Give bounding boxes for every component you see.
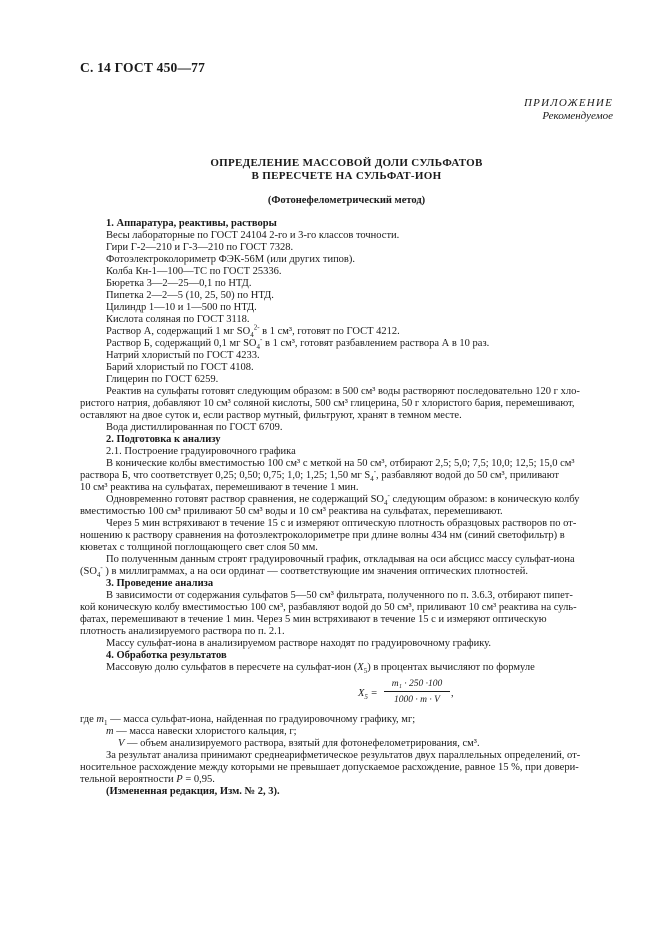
paragraph-line: кюветах с толщиной поглощающего свет слоя 50 мм. bbox=[80, 542, 318, 553]
paragraph-line: Через 5 мин встряхивают в течение 15 с и измеряют оптическую плотность образцовых растворов по от- bbox=[106, 518, 577, 529]
paragraph-line: 10 см³ реактива на сульфатах, перемешивают в течение 1 мин. bbox=[80, 482, 359, 493]
amendment-note: (Измененная редакция, Изм. № 2, 3). bbox=[106, 786, 280, 797]
paragraph-line: фатах, перемешивают в течение 1 мин. Через 5 мин встряхивают в течение 15 с и измеряют оптическую bbox=[80, 614, 547, 625]
appendix-note: Рекомендуемое bbox=[542, 110, 613, 122]
list-item: Пипетка 2—2—5 (10, 25, 50) по НТД. bbox=[106, 290, 274, 301]
paragraph-line: тельной вероятности P = 0,95. bbox=[80, 774, 215, 785]
list-item: Бюретка 3—2—25—0,1 по НТД. bbox=[106, 278, 252, 289]
paragraph-line: носительное расхождение между которыми не превышает допускаемое расхождение, равное 15 %, при довери- bbox=[80, 762, 579, 773]
formula-denominator: 1000 · m · V bbox=[394, 695, 440, 705]
paragraph-line: В зависимости от содержания сульфатов 5—50 см³ фильтрата, полученного по п. 3.6.3, отбирают пипет- bbox=[106, 590, 573, 601]
formula-comma: , bbox=[451, 688, 454, 699]
formula-numerator: m₁ · 250 ·100 bbox=[384, 678, 450, 692]
list-item: Глицерин по ГОСТ 6259. bbox=[106, 374, 219, 385]
list-item: Кислота соляная по ГОСТ 3118. bbox=[106, 314, 250, 325]
list-item: Гири Г-2—210 и Г-3—210 по ГОСТ 7328. bbox=[106, 242, 294, 253]
paragraph-line: вместимостью 100 см³ приливают 50 см³ воды и 10 см³ реактива на сульфатах, перемешивают. bbox=[80, 506, 503, 517]
paragraph-line: плотность анализируемого раствора по п. 2.1. bbox=[80, 626, 285, 637]
paragraph-line: Массовую долю сульфатов в пересчете на сульфат-ион $(X_5)$ в процентах вычисляют по формуле bbox=[106, 662, 535, 676]
where-line: m — масса навески хлористого кальция, г; bbox=[106, 726, 297, 737]
list-item: Натрий хлористый по ГОСТ 4233. bbox=[106, 350, 260, 361]
paragraph-line: Одновременно готовят раствор сравнения, не содержащий $SO_4^-$ следующим образом: в коническую колбу bbox=[106, 491, 580, 508]
paragraph-line: В конические колбы вместимостью 100 см³ с меткой на 50 см³, отбирают 2,5; 5,0; 7,5; 10,0; 12,5; 15,0 см³ bbox=[106, 458, 575, 469]
reagent-line-1: Реактив на сульфаты готовят следующим образом: в 500 см³ воды растворяют последовательно 120 г хло- bbox=[106, 386, 580, 397]
paragraph-line: ношению к раствору сравнения на фотоэлектроколориметре при длине волны 434 нм (синий светофильтр) в bbox=[80, 530, 565, 541]
paragraph-line: ($SO_4^-$ ) в миллиграммах, а на оси ординат — соответствующие им значения оптических плотностей. bbox=[80, 563, 529, 580]
title-line-2: В ПЕРЕСЧЕТЕ НА СУЛЬФАТ-ИОН bbox=[251, 170, 442, 182]
reagent-line-3: оставляют на двое суток и, если раствор мутный, фильтруют, хранят в темном месте. bbox=[80, 410, 462, 421]
section-2-heading: 2. Подготовка к анализу bbox=[106, 434, 221, 445]
solution-a: Раствор А, содержащий 1 мг $SO_4^{2-}$ в 1 см³, готовят по ГОСТ 4212. bbox=[106, 323, 400, 340]
where-line: V — объем анализируемого раствора, взятый для фотонефелометрирования, см³. bbox=[118, 738, 480, 749]
list-item: Барий хлористый по ГОСТ 4108. bbox=[106, 362, 254, 373]
list-item: Цилиндр 1—10 и 1—500 по НТД. bbox=[106, 302, 257, 313]
paragraph-line: По полученным данным строят градуировочный график, откладывая на оси абсцисс массу сульфат-иона bbox=[106, 554, 575, 565]
section-3-heading: 3. Проведение анализа bbox=[106, 578, 214, 589]
where-line: где $m_1$ — масса сульфат-иона, найденная по градуировочному графику, мг; bbox=[80, 714, 416, 728]
appendix-block bbox=[524, 97, 613, 123]
paragraph-line: За результат анализа принимают среднеарифметическое результатов двух параллельных определений, от- bbox=[106, 750, 581, 761]
solution-b: Раствор Б, содержащий 0,1 мг $SO_4^-$ в 1 см³, готовят разбавлением раствора А в 10 раз. bbox=[106, 335, 490, 352]
formula-lhs: $X_5$ = bbox=[358, 688, 378, 702]
title-line-1: ОПРЕДЕЛЕНИЕ МАССОВОЙ ДОЛИ СУЛЬФАТОВ bbox=[210, 157, 483, 169]
formula bbox=[80, 678, 615, 710]
appendix-label: ПРИЛОЖЕНИЕ bbox=[524, 97, 613, 109]
reagent-line-2: ристого натрия, добавляют 10 см³ соляной кислоты, 500 см³ глицерина, 50 г хлористого бария, перемешивают, bbox=[80, 398, 575, 409]
paragraph-line: кой коническую колбу вместимостью 100 см³, разбавляют водой до 50 см³, приливают 10 см³ реактива на суль- bbox=[80, 602, 577, 613]
formula-fraction bbox=[384, 678, 450, 706]
list-item: Весы лабораторные по ГОСТ 24104 2-го и 3-го классов точности. bbox=[106, 230, 400, 241]
page-header: С. 14 ГОСТ 450—77 bbox=[80, 60, 206, 75]
subsection-2-1: 2.1. Построение градуировочного графика bbox=[106, 446, 296, 457]
paragraph-line: раствора Б, что соответствует 0,25; 0,50; 0,75; 1,0; 1,25; 1,50 мг $S_4^-$, разбавляют водой до 50 см³, приливают bbox=[80, 467, 559, 484]
water-item: Вода дистиллированная по ГОСТ 6709. bbox=[106, 422, 283, 433]
section-1-heading: 1. Аппаратура, реактивы, растворы bbox=[106, 218, 277, 229]
method-subtitle: (Фотонефелометрический метод) bbox=[267, 195, 426, 206]
section-4-heading: 4. Обработка результатов bbox=[106, 650, 227, 661]
list-item: Колба Кн-1—100—ТС по ГОСТ 25336. bbox=[106, 266, 282, 277]
paragraph-line: Массу сульфат-иона в анализируемом растворе находят по градуировочному графику. bbox=[106, 638, 491, 649]
document-body bbox=[80, 218, 615, 798]
list-item: Фотоэлектроколориметр ФЭК-56М (или других типов). bbox=[106, 254, 356, 265]
